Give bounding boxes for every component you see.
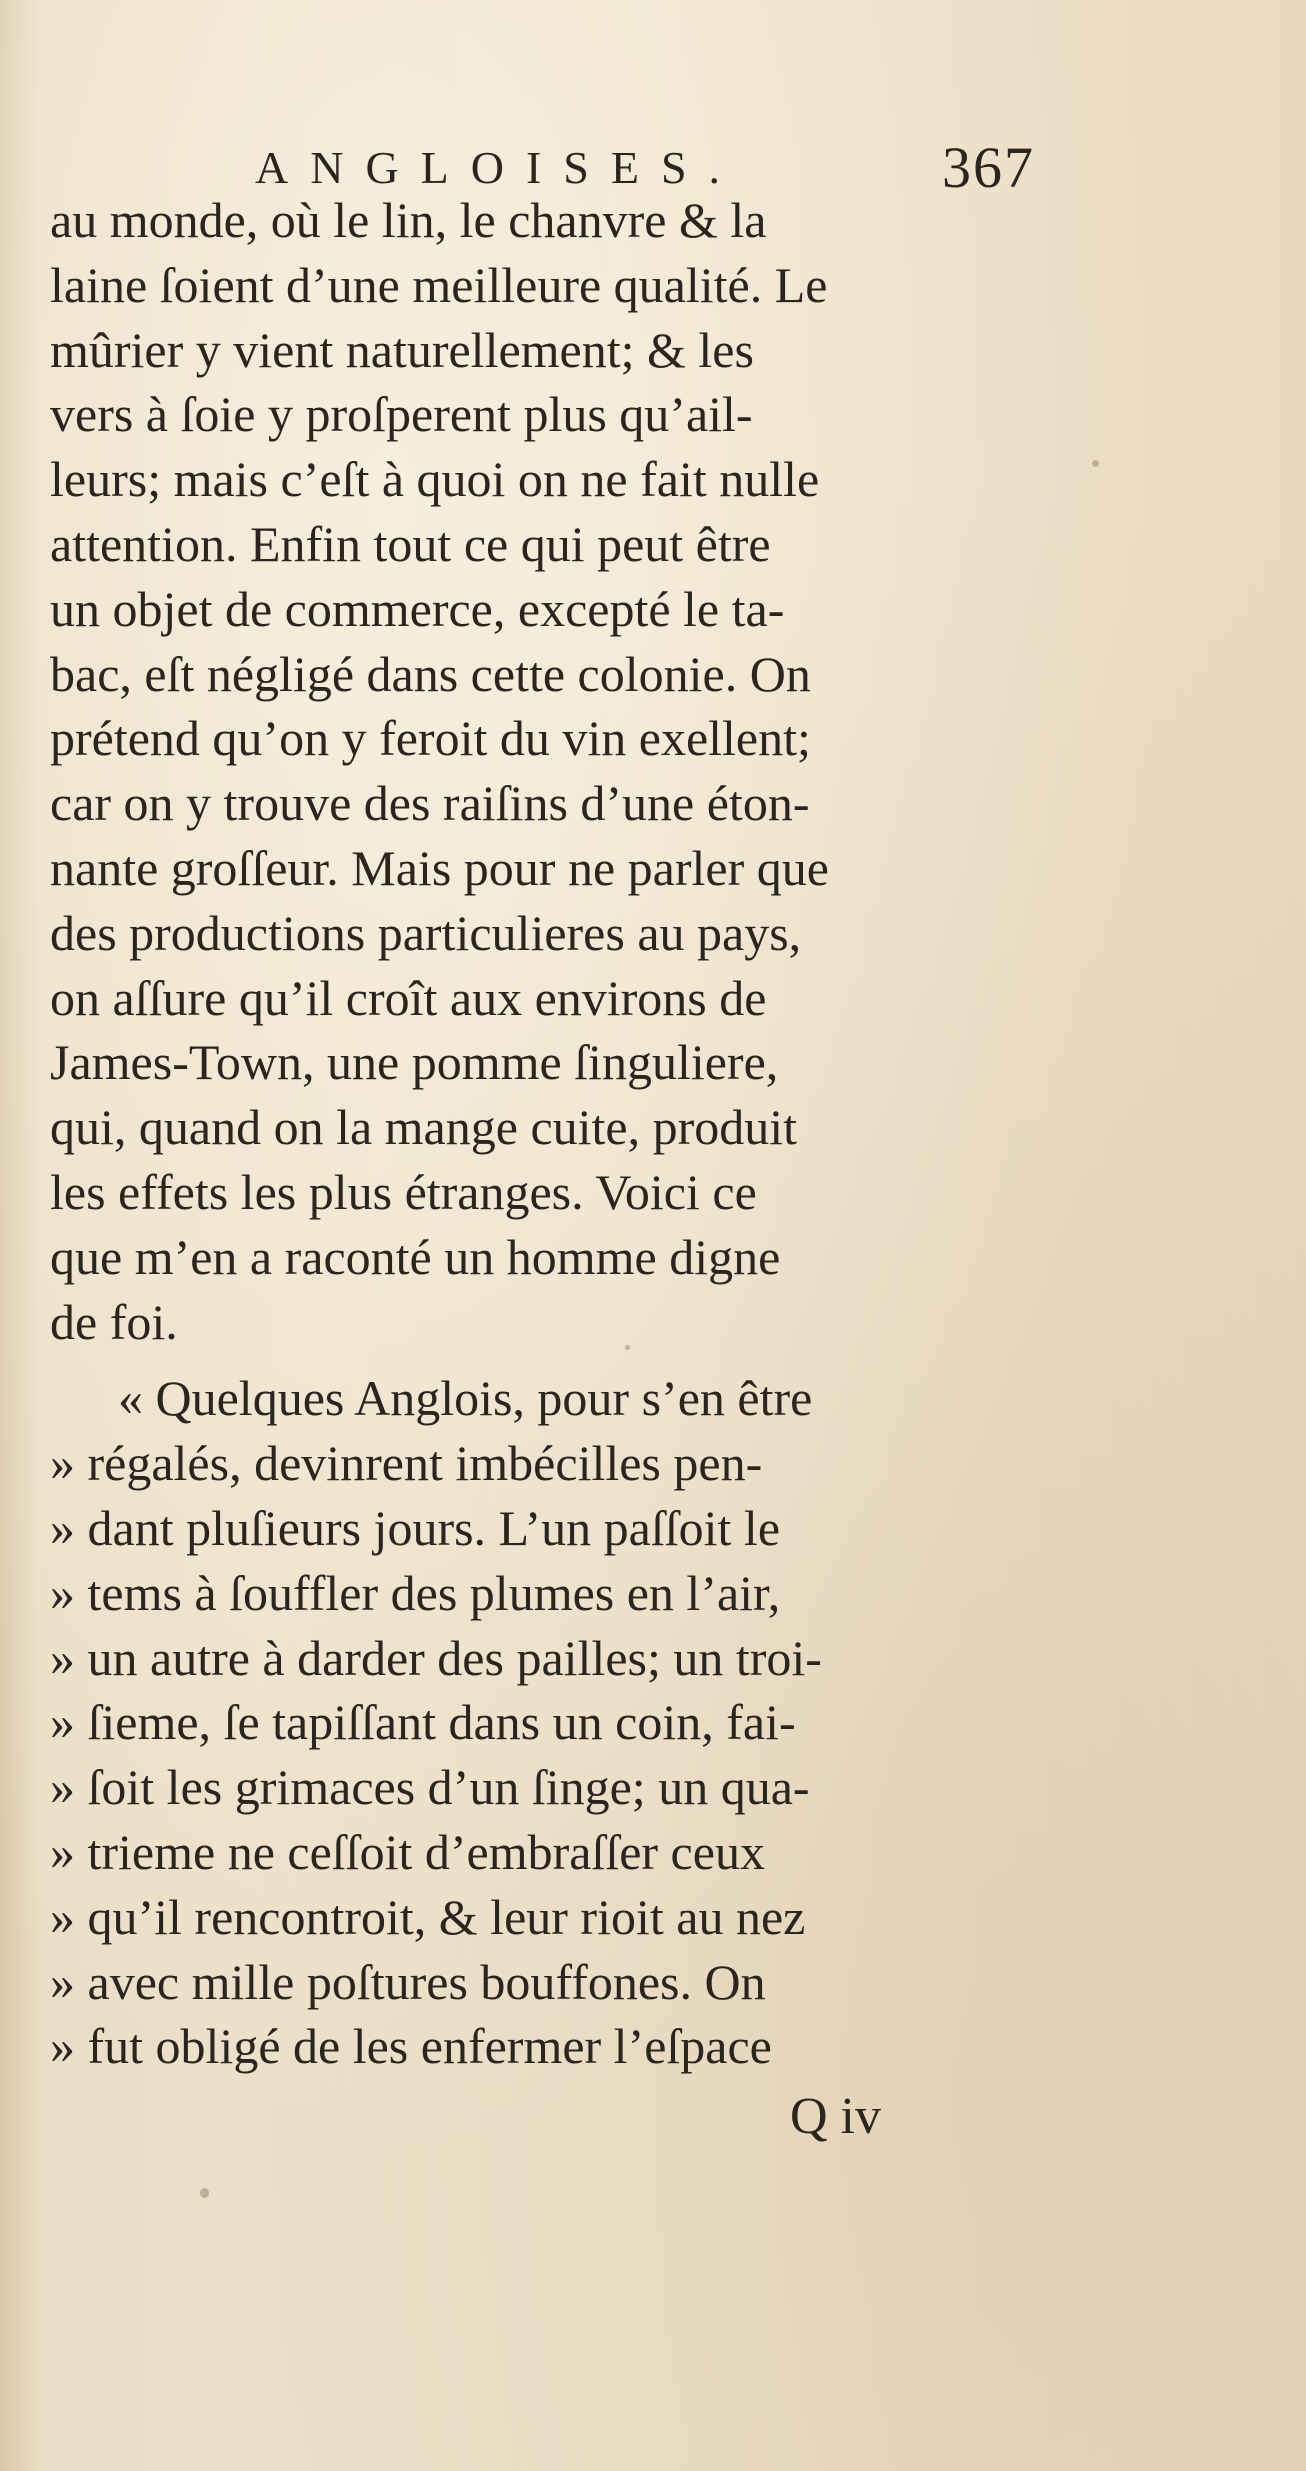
paper-spot (1092, 460, 1099, 467)
quote-line: » dant pluſieurs jours. L’un paſſoit le (50, 1499, 781, 1556)
body-line: James-Town, une pomme ſinguliere, (50, 1034, 779, 1091)
body-line: mûrier y vient naturellement; & les (50, 321, 754, 378)
body-line: de foi. (50, 1293, 178, 1350)
quote-line: « Quelques Anglois, pour s’en être (118, 1370, 813, 1427)
body-line: nante groſſeur. Mais pour ne parler que (50, 839, 829, 896)
body-line: des productions particulieres au pays, (50, 904, 802, 961)
body-line: on aſſure qu’il croît aux environs de (50, 969, 767, 1026)
quote-line: » un autre à darder des pailles; un troi- (50, 1629, 822, 1686)
quote-line: » qu’il rencontroit, & leur rioit au nez (50, 1888, 806, 1945)
body-line: au monde, où le lin, le chanvre & la (50, 192, 767, 248)
body-line: un objet de commerce, excepté le ta- (50, 580, 785, 637)
body-text (50, 188, 1060, 2079)
page-number: 367 (942, 135, 1035, 200)
body-line: laine ſoient d’une meilleure qualité. Le (50, 256, 828, 313)
paragraph-gap (50, 1354, 1060, 1366)
paper-spot (625, 1345, 630, 1350)
quote-line: » ſieme, ſe tapiſſant dans un coin, fai- (50, 1694, 796, 1751)
quote-line: » avec mille poſtures bouffones. On (50, 1953, 766, 2010)
body-line: vers à ſoie y proſperent plus qu’ail- (50, 386, 753, 443)
quote-line: » trieme ne ceſſoit d’embraſſer ceux (50, 1823, 765, 1880)
body-line: que m’en a raconté un homme digne (50, 1228, 781, 1285)
signature-mark: Q iv (790, 2088, 881, 2145)
paper-spot (200, 2188, 209, 2198)
body-line: prétend qu’on y feroit du vin exellent; (50, 710, 811, 767)
body-line: car on y trouve des raiſins d’une éton- (50, 775, 810, 832)
body-line: attention. Enfin tout ce qui peut être (50, 515, 771, 572)
body-line: les effets les plus étranges. Voici ce (50, 1163, 757, 1220)
body-line: qui, quand on la mange cuite, produit (50, 1099, 798, 1156)
quote-line: » tems à ſouffler des plumes en l’air, (50, 1564, 781, 1621)
quote-line: » fut obligé de les enfermer l’eſpace (50, 2018, 772, 2075)
quote-line: » ſoit les grimaces d’un ſinge; un qua- (50, 1759, 810, 1816)
running-title: ANGLOISES. (255, 142, 743, 193)
body-line: leurs; mais c’eſt à quoi on ne fait nulle (50, 451, 820, 508)
body-line: bac, eſt négligé dans cette colonie. On (50, 645, 811, 702)
quote-line: » régalés, devinrent imbécilles pen- (50, 1435, 763, 1492)
